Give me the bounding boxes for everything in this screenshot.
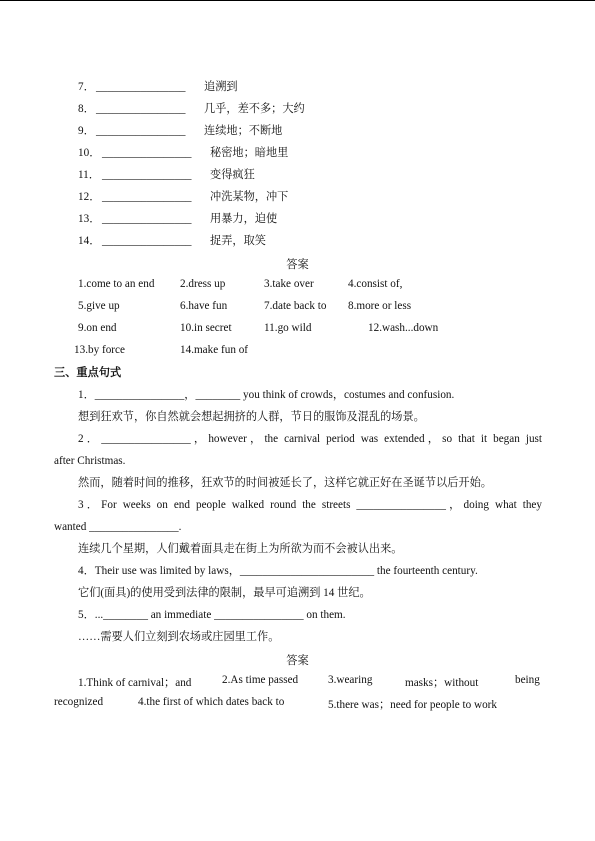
vocab-blank: ________________ [96,81,186,93]
vocab-number: 10． [78,147,101,159]
sentence-answer: 4.the first of which dates back to [138,696,285,708]
section-title: 三、重点句式 [54,367,122,379]
sentence-answer: recognized [54,696,104,708]
vocab-meaning: 连续地；不断地 [204,125,283,137]
answer-heading: 答案 [286,259,309,271]
vocab-meaning: 几乎，差不多；大约 [204,103,305,115]
vocab-meaning: 变得疯狂 [210,169,255,181]
sentence-2-en-line1: 2．________________，however，the carnival period was extended，so that it began just [78,433,542,445]
sentence-5-cn: ……需要人们立刻到农场或庄园里工作。 [78,631,280,643]
sentence-answer: masks；without [405,677,479,689]
sentence-2-cn: 然而，随着时间的推移，狂欢节的时间被延长了，这样它就正好在圣诞节以后开始。 [78,477,492,489]
vocab-answer: 7.date back to [264,300,327,312]
answer-heading-2: 答案 [286,655,309,667]
sentence-1-en: 1．________________，________ you think of crowds，costumes and confusion. [78,389,455,401]
vocab-answer: 6.have fun [180,300,228,312]
vocab-meaning: 用暴力，迫使 [210,213,278,225]
sentence-2-en-line2: after Christmas. [54,455,126,467]
vocab-meaning: 冲洗某物，冲下 [210,191,289,203]
sentence-3-cn: 连续几个星期，人们戴着面具走在街上为所欲为而不会被认出来。 [78,543,403,555]
vocab-number: 12． [78,191,101,203]
vocab-answer: 1.come to an end [78,278,155,290]
sentence-answer: being [515,674,540,686]
vocab-blank: ________________ [102,213,192,225]
vocab-answer: 9.on end [78,322,117,334]
vocab-number: 7． [78,81,95,93]
vocab-meaning: 追溯到 [204,81,238,93]
vocab-number: 9． [78,125,95,137]
vocab-number: 8． [78,103,95,115]
vocab-answer: 4.consist of, [348,278,403,290]
sentence-4-en: 4．Their use was limited by laws，________________________ the fourteenth century. [78,565,478,577]
sentence-4-cn: 它们(面具)的使用受到法律的限制，最早可追溯到 14 世纪。 [78,587,371,599]
vocab-number: 13． [78,213,101,225]
vocab-answer: 8.more or less [348,300,412,312]
sentence-answer: 2.As time passed [222,674,299,686]
sentence-1-cn: 想到狂欢节，你自然就会想起拥挤的人群，节日的服饰及混乱的场景。 [78,411,425,423]
vocab-answer: 3.take over [264,278,314,290]
sentence-3-en-line2: wanted ________________. [54,521,182,533]
sentence-3-en-line1: 3．For weeks on end people walked round the streets ________________，doing what they [78,499,542,511]
vocab-blank: ________________ [102,169,192,181]
vocab-meaning: 秘密地；暗地里 [210,147,289,159]
vocab-blank: ________________ [102,147,192,159]
vocab-meaning: 捉弄，取笑 [210,235,266,247]
vocab-answer: 2.dress up [180,278,226,290]
sentence-5-en: 5．...________ an immediate ________________ on them. [78,609,346,621]
vocab-answer: 12.wash...down [368,322,439,334]
sentence-answer: 1.Think of carnival；and [78,677,192,689]
vocab-blank: ________________ [102,235,192,247]
vocab-blank: ________________ [96,125,186,137]
vocab-number: 11． [78,169,100,181]
sentence-answer: 5.there was；need for people to work [328,699,497,711]
vocab-answer: 10.in secret [180,322,232,334]
vocab-answer: 11.go wild [264,322,312,334]
sentence-answer: 3.wearing [328,674,373,686]
vocab-number: 14． [78,235,101,247]
vocab-blank: ________________ [96,103,186,115]
vocab-answer: 14.make fun of [180,344,249,356]
page-top-border [0,0,595,1]
vocab-answer: 13.by force [74,344,125,356]
vocab-blank: ________________ [102,191,192,203]
vocab-answer: 5.give up [78,300,120,312]
